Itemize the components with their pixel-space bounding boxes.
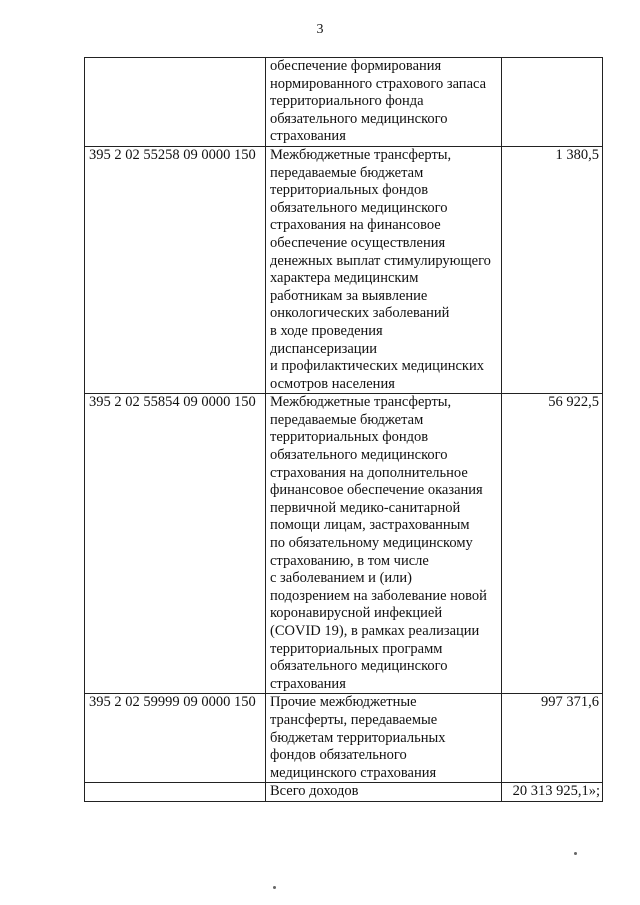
revenue-name-line: Всего доходов [270,783,359,800]
revenue-name-line: обязательного медицинского [270,447,448,464]
revenue-name-line: Межбюджетные трансферты, [270,146,452,163]
revenue-name-cell [266,694,502,783]
table-body [85,58,603,802]
table-row [85,58,603,147]
revenue-name-line: передаваемые бюджетам [270,411,424,428]
revenue-name-line: нормированного страхового запаса [270,75,487,92]
total-row [85,783,603,802]
revenue-name-line: обязательного медицинского [270,110,448,127]
table-row [85,146,603,393]
revenue-table [84,57,603,802]
revenue-name-line: (COVID 19), в рамках реализации [270,623,480,639]
revenue-name-line: Прочие межбюджетные [270,694,417,711]
table-row [85,394,603,694]
revenue-name-line: страхования на финансовое [270,217,441,234]
revenue-name-line: онкологических заболеваний [270,305,450,322]
revenue-name-line: фондов обязательного [270,747,407,764]
revenue-name-line: коронавирусной инфекцией [270,605,443,622]
amount-cell: 56 922,5 [502,394,603,694]
revenue-name-line: обязательного медицинского [270,199,448,216]
amount-cell: 1 380,5 [502,146,603,393]
revenue-name-line: диспансеризации [270,340,378,357]
table-row [85,694,603,783]
revenue-name-line: страхования на дополнительное [270,464,468,481]
total-amount-cell: 20 313 925,1»; [502,783,603,802]
revenue-name-cell [266,783,502,802]
revenue-name-line: страхованию, в том числе [270,552,429,569]
revenue-name-line: с заболеванием и (или) [270,570,412,587]
revenue-name-line: медицинского страхования [270,764,437,781]
revenue-name-line: обеспечение формирования [270,58,442,74]
revenue-name-line: территориальных программ [270,640,443,657]
revenue-name-cell [266,58,502,147]
scan-speck [273,886,276,889]
page-number: 3 [316,22,324,37]
revenue-name-line: работникам за выявление [270,287,428,304]
revenue-name-line: подозрением на заболевание новой [270,587,487,604]
revenue-name-line: осмотров населения [270,375,395,392]
revenue-name-line: характера медицинским [270,270,419,287]
revenue-name-line: передаваемые бюджетам [270,164,424,181]
revenue-name-line: в ходе проведения [270,322,383,339]
budget-code-cell: 395 2 02 59999 09 0000 150 [85,694,266,783]
budget-code-cell [85,783,266,802]
revenue-name-cell [266,394,502,694]
revenue-name-line: страхования [270,675,346,692]
revenue-name-line: Межбюджетные трансферты, [270,394,452,411]
scan-speck [574,852,577,855]
revenue-name-line: обеспечение осуществления [270,234,446,251]
amount-cell: 997 371,6 [502,694,603,783]
revenue-name-line: территориального фонда [270,93,424,110]
amount-cell [502,58,603,147]
revenue-name-line: трансферты, передаваемые [270,711,438,728]
budget-code-cell [85,58,266,147]
revenue-name-line: территориальных фондов [270,429,429,446]
revenue-name-line: бюджетам территориальных [270,729,446,746]
budget-code-cell: 395 2 02 55258 09 0000 150 [85,146,266,393]
revenue-name-line: обязательного медицинского [270,658,448,675]
revenue-name-line: и профилактических медицинских [270,358,484,375]
revenue-name-line: страхования [270,128,346,145]
revenue-name-line: финансовое обеспечение оказания [270,482,483,499]
revenue-name-line: по обязательному медицинскому [270,535,473,552]
budget-code-cell: 395 2 02 55854 09 0000 150 [85,394,266,694]
revenue-name-line: денежных выплат стимулирующего [270,252,491,269]
revenue-name-line: первичной медико-санитарной [270,499,461,516]
revenue-name-cell [266,146,502,393]
revenue-name-line: помощи лицам, застрахованным [270,517,470,534]
revenue-name-line: территориальных фондов [270,182,429,199]
